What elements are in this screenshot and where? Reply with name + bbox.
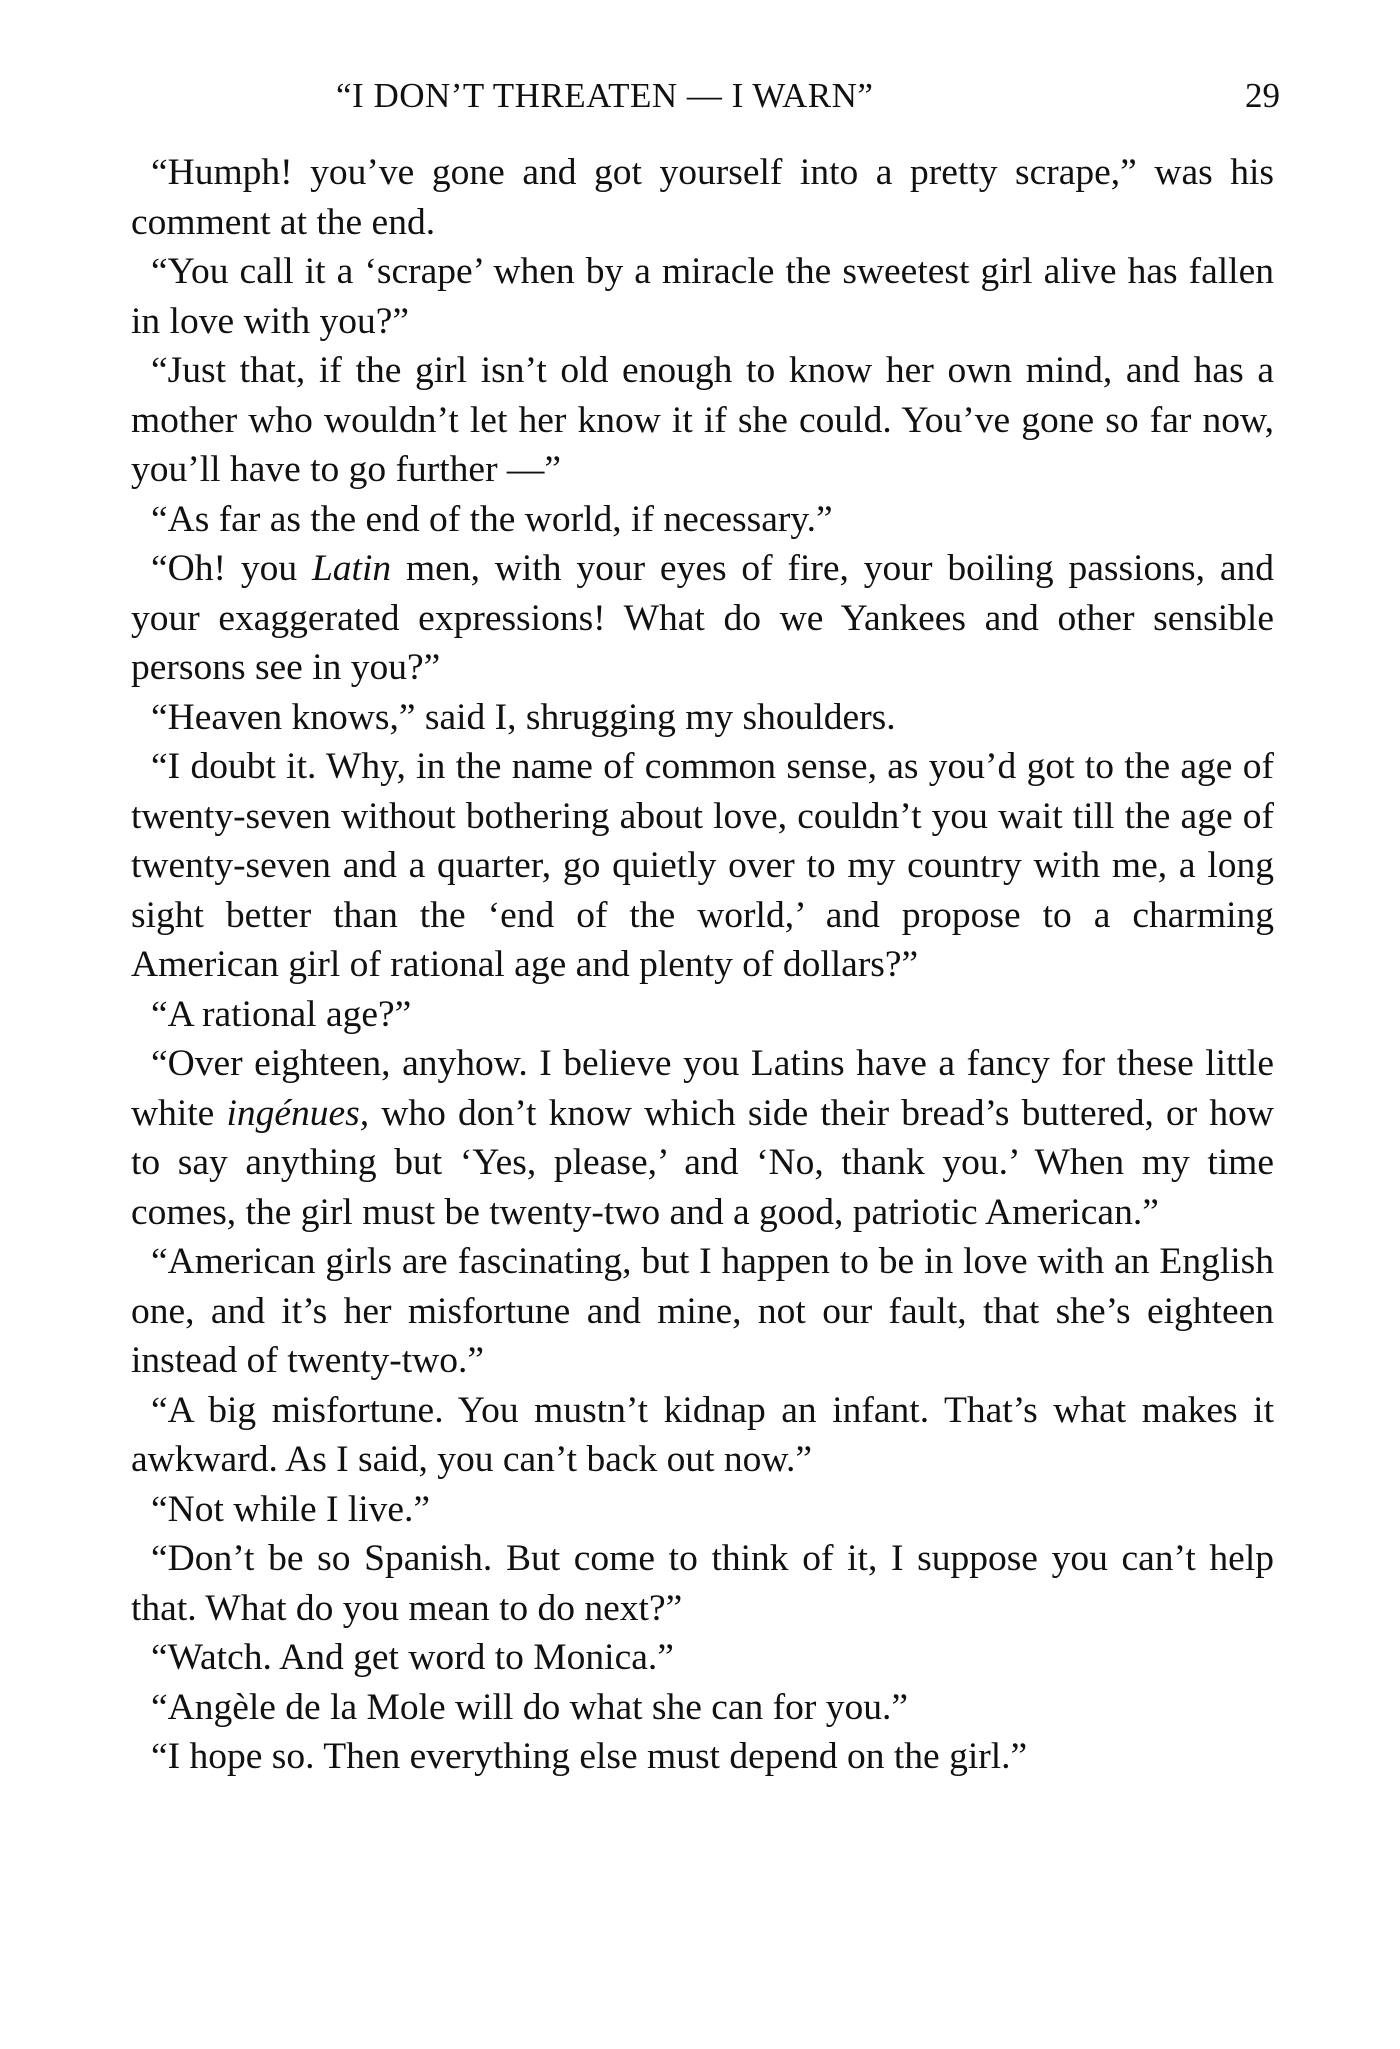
paragraph: [131, 1633, 1274, 1683]
paragraph: [131, 990, 1274, 1040]
paragraph: [131, 1039, 1274, 1237]
text-segment: “Heaven knows,” said I, shrugging my shoulders.: [151, 696, 896, 738]
text-segment: “Just that, if the girl isn’t old enough to know her own mind, and has a mother who wouldn’t let her know it if she could. You’ve gone so far now, you’ll have to go further —”: [131, 350, 1274, 490]
italic-text: Latin: [311, 548, 392, 589]
italic-text: ingénues,: [226, 1092, 370, 1134]
text-segment: “I doubt it. Why, in the name of common sense, as you’d got to the age of twenty-seven without bothering about love, couldn’t you wait till the age of twenty-seven and a quarter, go quietly over to my country with me, a long sight better than the ‘end of the world,’ and propose to a charming American girl of rational age and plenty of dollars?”: [131, 746, 1274, 985]
paragraph: [131, 693, 1274, 743]
text-segment: “Watch. And get word to Monica.”: [151, 1637, 674, 1678]
paragraph: [131, 247, 1274, 346]
paragraph: [131, 495, 1274, 545]
running-head: [131, 66, 1280, 126]
book-page: [131, 66, 1280, 1782]
text-segment: “Over eighteen, anyhow. I believe you Latins have a fancy for these little white: [131, 1043, 1274, 1134]
paragraph: [131, 1485, 1274, 1535]
paragraph: [131, 1534, 1274, 1633]
running-title: “I DON’T THREATEN — I WARN”: [336, 76, 874, 115]
paragraph: [131, 346, 1274, 495]
paragraph: [131, 1683, 1274, 1733]
text-segment: “Humph! you’ve gone and got yourself into a pretty scrape,” was his comment at the end.: [131, 152, 1274, 243]
body-text: [131, 148, 1274, 1782]
text-segment: “As far as the end of the world, if necessary.”: [151, 498, 833, 540]
page-number: 29: [1245, 76, 1280, 115]
text-segment: “A rational age?”: [151, 993, 412, 1035]
paragraph: [131, 544, 1274, 693]
text-segment: “Not while I live.”: [151, 1488, 431, 1530]
text-segment: “A big misfortune. You mustn’t kidnap an infant. That’s what makes it awkward. As I said, you can’t back out now.”: [131, 1389, 1274, 1480]
paragraph: [131, 148, 1274, 247]
text-segment: “Angèle de la Mole will do what she can for you.”: [151, 1686, 909, 1728]
paragraph: [131, 1237, 1274, 1386]
text-segment: men, with your eyes of fire, your boiling passions, and your exaggerated expressions! What do we Yankees and other sensible persons see in you?”: [131, 548, 1274, 688]
text-segment: “You call it a ‘scrape’ when by a miracle the sweetest girl alive has fallen in love with you?”: [131, 251, 1274, 342]
paragraph: [131, 742, 1274, 990]
text-segment: “American girls are fascinating, but I happen to be in love with an English one, and it’s her misfortune and mine, not our fault, that she’s eighteen instead of twenty-two.”: [131, 1241, 1274, 1381]
text-segment: “I hope so. Then everything else must depend on the girl.”: [151, 1736, 1028, 1777]
text-segment: “Oh! you: [151, 548, 312, 589]
paragraph: [131, 1386, 1274, 1485]
text-segment: “Don’t be so Spanish. But come to think of it, I suppose you can’t help that. What do you mean to do next?”: [131, 1538, 1274, 1629]
paragraph: [131, 1732, 1274, 1782]
text-segment: who don’t know which side their bread’s buttered, or how to say anything but ‘Yes, please,’ and ‘No, thank you.’ When my time comes, the girl must be twenty-two and a good, patriotic American.”: [131, 1092, 1274, 1233]
